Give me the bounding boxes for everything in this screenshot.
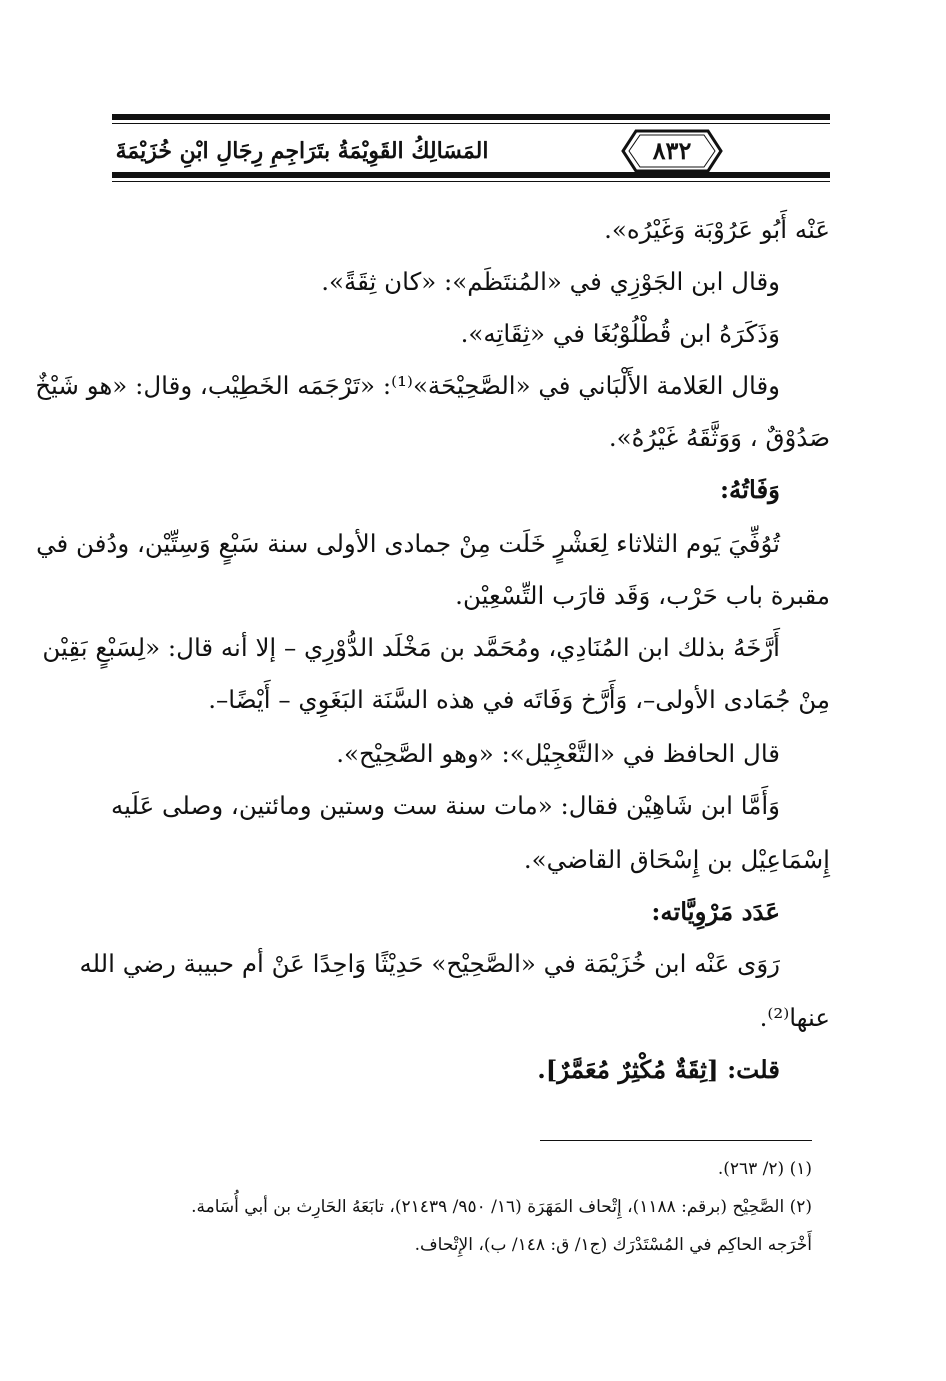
section-heading-death: وَفَاتُهُ: <box>719 475 780 504</box>
text-line: رَوَى عَنْه ابن خُزَيْمَة في «الصَّحِيْح» حَدِيْثًا وَاحِدًا عَنْ أم حبيبة رضي الله <box>79 949 780 978</box>
text-line: تُوُفِّيَ يَوم الثلاثاء لِعَشْرٍ خَلَت مِنْ جمادى الأولى سنة سَبْعٍ وَسِتِّيْن، ودُفن في <box>36 529 780 558</box>
text-line: إِسْمَاعِيْل بن إِسْحَاق القاضي». <box>523 845 830 874</box>
running-title: المَسَالِكُ القَوِيْمَةُ بتَرَاجِمِ رِجَالِ ابْنِ خُزَيْمَةَ <box>115 138 489 164</box>
text-line: وقال العَلامة الأَلْبَاني في «الصَّحِيْحَة»⁽¹⁾: «تَرْجَمَه الخَطِيْب، وقال: «هو شَيْخٌ <box>35 371 780 400</box>
text-line: قال الحافظ في «التَّعْجِيْل»: «وهو الصَّحِيْح». <box>336 739 780 768</box>
text-line: وقال ابن الجَوْزِي في «المُنتَظَم»: «كان ثِقَةً». <box>321 267 780 296</box>
header-top-rule <box>112 114 830 120</box>
page-number-badge <box>620 128 724 174</box>
text-line: عَنْه أَبُو عَرُوْبَة وَغَيْرُه». <box>604 215 830 244</box>
header-top-thin-rule <box>112 123 830 124</box>
section-heading-narrations: عَدَد مَرْوِيَّاته: <box>651 897 780 926</box>
text-line: عنها⁽²⁾. <box>759 1003 830 1032</box>
footnote-1: (١) (٢/ ٢٦٣). <box>717 1159 812 1179</box>
text-line: مِنْ جُمَادى الأولى–، وَأَرَّخ وَفَاتَه في هذه السَّنَة البَغَوِي – أَيْضًا–. <box>208 685 830 714</box>
verdict-line: قلت: [ثِقَةٌ مُكْثِرٌ مُعَمَّرٌ]. <box>537 1055 780 1084</box>
header-bottom-rule <box>112 172 830 178</box>
page-number: ٨٣٢ <box>652 136 692 165</box>
footnote-separator <box>540 1140 812 1141</box>
text-line: مقبرة باب حَرْب، وَقَد قارَب التِّسْعِيْن. <box>455 581 830 610</box>
text-line: صَدُوْقٌ ، وَوَثَّقَهُ غَيْرُهُ». <box>608 423 830 452</box>
footnote-2-continued: أَخْرَجه الحاكِم في المُسْتَدْرَك (ج١/ ق: ١٤٨/ ب)، الإِتْحاف. <box>414 1235 812 1255</box>
footnote-2: (٢) الصَّحِيْح (برقم: ١١٨٨)، إِتْحاف المَهَرَة (١٦/ ٩٥٠/ ٢١٤٣٩)، تابَعَهُ الحَارِث بن أبي أُسَامة. <box>191 1197 812 1217</box>
text-line: وَأَمَّا ابن شَاهِيْن فقال: «مات سنة ست وستين ومائتين، وصلى عَلَيه <box>110 791 780 820</box>
header-bottom-thin-rule <box>112 181 830 182</box>
text-line: وَذَكَرَهُ ابن قُطْلُوْبُغَا في «ثِقَاتِه». <box>460 319 780 348</box>
text-line: أَرَّخَهُ بذلك ابن المُنَادِي، ومُحَمَّد بن مَخْلَد الدُّوْرِي – إلا أنه قال: «لِسَبْعٍ بَقِيْن <box>42 633 780 662</box>
